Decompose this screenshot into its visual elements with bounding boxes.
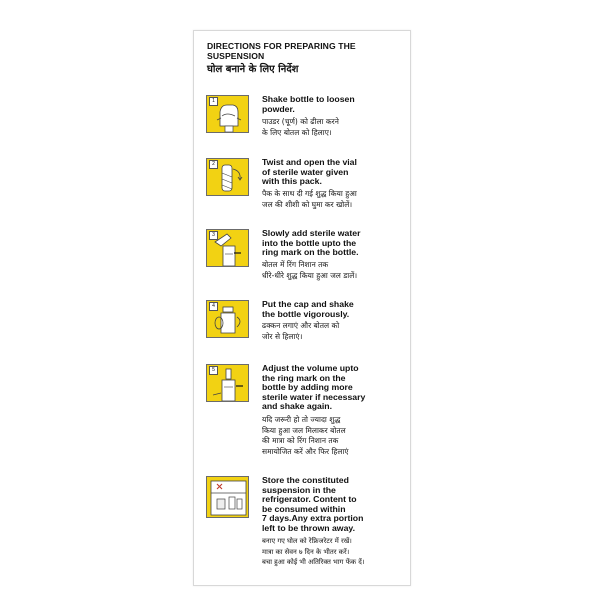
step-text: Put the cap and shake the bottle vigorously. [262, 299, 354, 319]
page-title-hindi: घोल बनाने के लिए निर्देश [207, 64, 299, 75]
step-number: 4 [209, 302, 218, 311]
step-text-hindi: ढक्कन लगाएं और बोतल को जोर से हिलाएं। [262, 321, 340, 341]
step-text-hindi: पैक के साथ दी गई शुद्ध किया हुआ जल की शीशी को घुमा कर खोलें। [262, 189, 357, 209]
add-water-illustration-icon [206, 229, 249, 267]
twist-vial-illustration-icon [206, 158, 249, 196]
adjust-volume-illustration-icon [206, 364, 249, 402]
step-text: Slowly add sterile water into the bottle upto the ring mark on the bottle. [262, 228, 361, 258]
step-text: Twist and open the vial of sterile water given with this pack. [262, 157, 357, 187]
page-title: DIRECTIONS FOR PREPARING THE SUSPENSION [207, 41, 356, 61]
cap-shake-illustration-icon [206, 300, 249, 338]
step-number: 5 [209, 366, 218, 375]
refrigerator-illustration-icon [206, 476, 249, 518]
instruction-leaflet [193, 30, 411, 586]
step-number: 2 [209, 160, 218, 169]
step-number: 1 [209, 97, 218, 106]
step-text: Store the constituted suspension in the refrigerator. Content to be consumed within 7 days.Any extra portion left to be thrown away. [262, 475, 364, 533]
step-number: 3 [209, 231, 218, 240]
step-text-hindi: बनाए गए घोल को रेफ्रिजरेटर में रखें। मात्रा का सेवन ७ दिन के भीतर करें। बचा हुआ कोई भी अतिरिक्त भाग फेंक दें। [262, 537, 365, 566]
shake-bottle-illustration-icon [206, 95, 249, 133]
step-text-hindi: यदि जरूरी हो तो ज्यादा शुद्ध किया हुआ जल मिलाकर बोतल की मात्रा को रिंग निशान तक समायोजित करें और फिर हिलाएं [262, 415, 349, 456]
step-text-hindi: पाउडर (चूर्ण) को ढीला करने के लिए बोतल को हिलाए। [262, 117, 339, 137]
step-text: Adjust the volume upto the ring mark on the bottle by adding more sterile water if necessary and shake again. [262, 363, 366, 412]
step-text: Shake bottle to loosen powder. [262, 94, 355, 114]
step-text-hindi: बोतल में रिंग निशान तक धीरे-धीरे शुद्ध किया हुआ जल डालें। [262, 260, 358, 280]
